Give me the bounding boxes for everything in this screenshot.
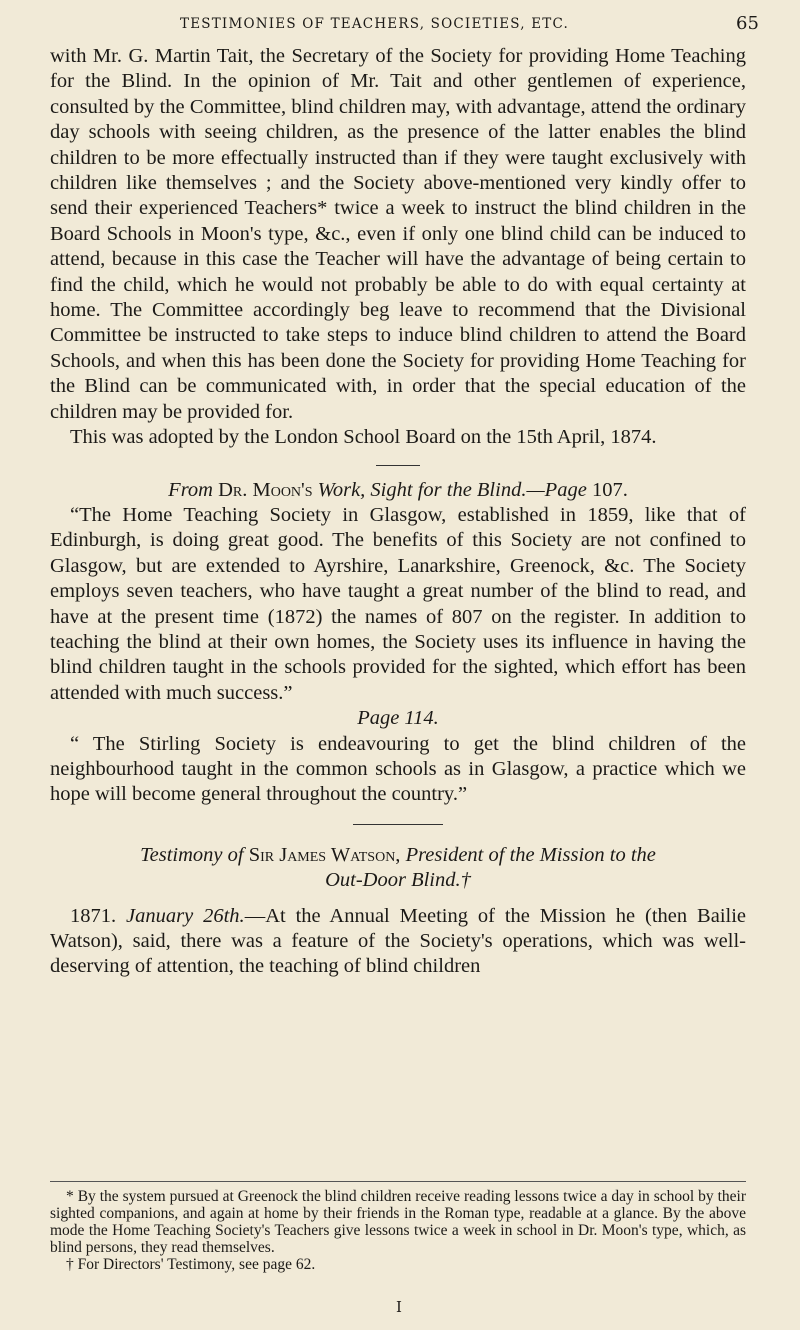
footnote-dagger: † For Directors' Testimony, see page 62. (66, 1256, 316, 1273)
source-author: Dr. Moon's (218, 478, 313, 501)
meeting-text: —At the Annual Meeting of the Mission he (then Bailie Watson), said, there was a feature of the Society's operations, which was well-deserving of attention, the teaching of blind children (50, 904, 747, 978)
testimony-role: President of the Mission to the (405, 843, 656, 866)
page-reference: Page 114. (357, 707, 439, 730)
signature-mark: I (396, 1298, 402, 1316)
page-number: 65 (736, 13, 759, 34)
footnote-asterisk: * By the system pursued at Greenock the blind children receive reading lessons twice a day in school by their sighted companions, and again at home by their friends in the Roman type, readable at a glance. By the above mode the Home Teaching Society's Teachers give lessons twice a week in school in Dr. Moon's type, which, as blind persons, they read themselves. (50, 1188, 746, 1256)
paragraph-meeting (50, 904, 746, 980)
source-page: 107. (591, 478, 628, 501)
running-title: TESTIMONIES OF TEACHERS, SOCIETIES, ETC. (180, 16, 570, 32)
source-from: From (168, 478, 213, 501)
testimony-heading (50, 843, 746, 894)
quote-glasgow: “The Home Teaching Society in Glasgow, established in 1859, like that of Edinburgh, is doing great good. The benefits of this Society are not confined to Glasgow, but are extended to Ayrshire, Lanarkshire, Greenock, &c. The Society employs seven teachers, who have taught a great number of the blind to read, and have at the present time (1872) the names of 807 on the register. In addition to teaching the blind at their own homes, the Society uses its influence in having the blind children taught in the schools provided for the sighted, which effort has been attended with much success.” (50, 503, 746, 704)
testimony-name: Sir James Watson, (248, 843, 401, 866)
meeting-year: 1871. (70, 904, 117, 927)
source-heading (50, 478, 746, 503)
footnotes (50, 1181, 746, 1273)
main-text (50, 44, 746, 980)
section-divider-wide (353, 824, 443, 825)
testimony-prefix: Testimony of (140, 843, 244, 866)
testimony-role-line-2: Out-Door Blind.† (325, 869, 471, 892)
quote-stirling: “ The Stirling Society is endeavouring to get the blind children of the neighbourhood taught in the common schools as in Glasgow, a practice which we hope will become general throughout the country.” (50, 732, 746, 806)
paragraph-adoption: This was adopted by the London School Board on the 15th April, 1874. (70, 426, 657, 449)
source-work: Work, Sight for the Blind.—Page (317, 478, 587, 501)
section-divider (376, 465, 420, 466)
paragraph-continued: with Mr. G. Martin Tait, the Secretary of the Society for providing Home Teaching for the Blind. In the opinion of Mr. Tait and other gentlemen of experience, consulted by the Committee, blind children may, with advantage, attend the ordinary day schools with seeing children, as the presence of the latter enables the blind children to be more effectually instructed than if they were taught exclusively with children like themselves ; and the Society above-mentioned very kindly offer to send their experienced Teachers* twice a week to instruct the blind children in the Board Schools in Moon's type, &c., even if only one blind child can be induced to attend, because in this case the Teacher will have the advantage of being certain to find the child, which he would not probably be able to do with equal certainty at home. The Committee accordingly beg leave to recommend that the Divisional Committee be instructed to take steps to induce blind children to attend the Board Schools, and when this has been done the Society for providing Home Teaching for the Blind can be communicated with, in order that the special education of the children may be provided for. (50, 45, 746, 423)
page-header (0, 8, 800, 38)
meeting-date: January 26th. (126, 904, 245, 927)
